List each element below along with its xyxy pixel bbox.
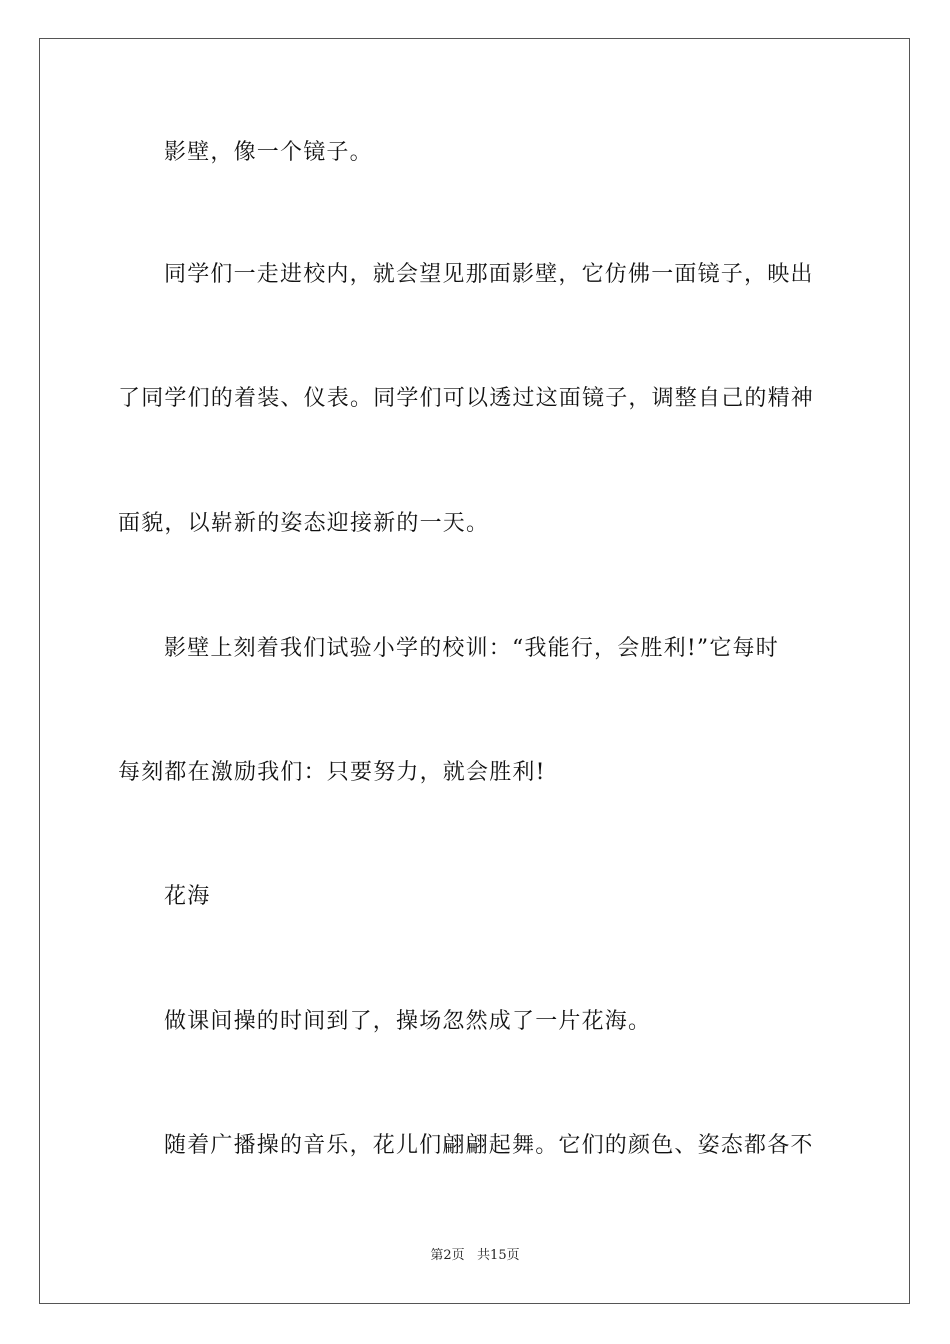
paragraph-line-3: 了同学们的着装、仪表。同学们可以透过这面镜子，调整自己的精神 (118, 386, 815, 411)
section-heading: 花海 (164, 884, 211, 909)
paragraph-line-7: 做课间操的时间到了，操场忽然成了一片花海。 (164, 1009, 652, 1034)
paragraph-line-8: 随着广播操的音乐，花儿们翩翩起舞。它们的颜色、姿态都各不 (164, 1133, 814, 1158)
page-border (39, 38, 910, 1304)
page-number-footer: 第2页 共15页 (430, 1248, 520, 1263)
paragraph-line-4: 面貌，以崭新的姿态迎接新的一天。 (118, 511, 490, 536)
paragraph-line-2: 同学们一走进校内，就会望见那面影壁，它仿佛一面镜子，映出 (164, 262, 814, 287)
paragraph-line-5: 影壁上刻着我们试验小学的校训：“我能行，会胜利!”它每时 (164, 636, 779, 661)
paragraph-line-6: 每刻都在激励我们：只要努力，就会胜利! (118, 760, 546, 785)
paragraph-line-1: 影壁，像一个镜子。 (164, 140, 373, 165)
